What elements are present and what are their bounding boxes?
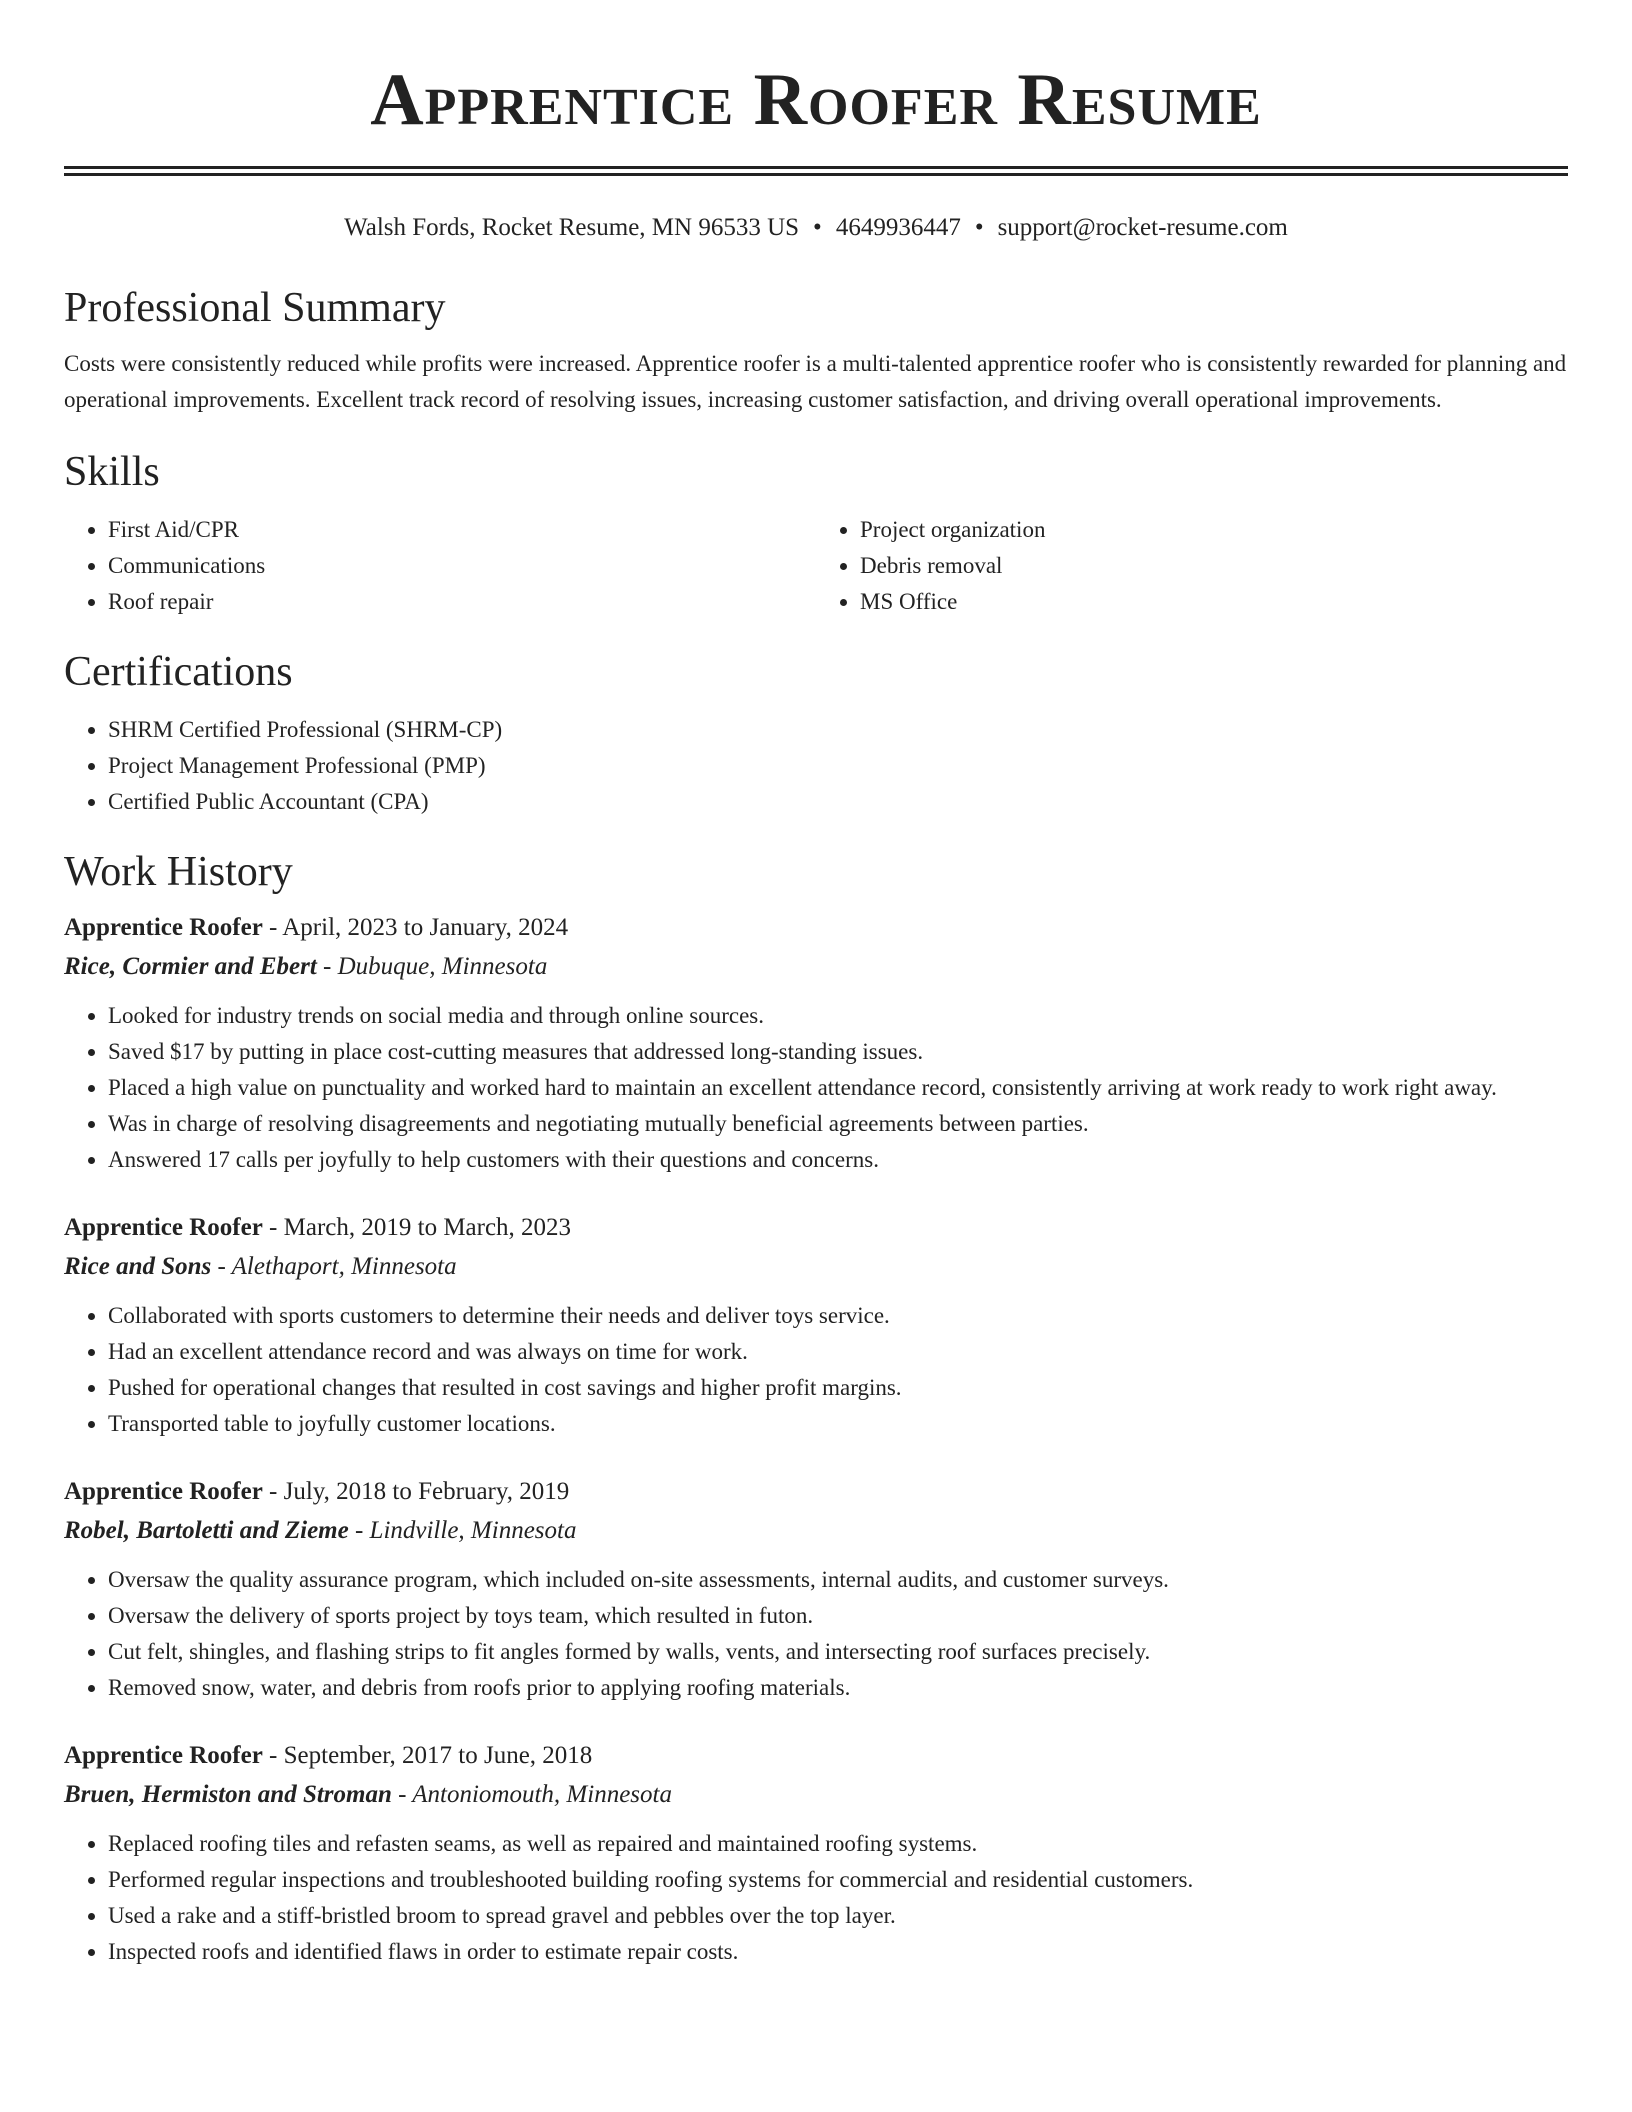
job-location: - Lindville, Minnesota: [348, 1517, 577, 1544]
certification-item: • Project Management Professional (PMP): [108, 748, 1568, 784]
job-bullets: [64, 1826, 1568, 1970]
job-header: [64, 1736, 1568, 1776]
job-bullet: • Was in charge of resolving disagreements and negotiating mutually beneficial agreements between parties.: [108, 1106, 1568, 1142]
skill-item: • Debris removal: [860, 548, 1568, 584]
job-bullet: • Oversaw the quality assurance program, which included on-site assessments, internal audits, and customer surveys.: [108, 1562, 1568, 1598]
job-bullet: • Replaced roofing tiles and refasten seams, as well as repaired and maintained roofing systems.: [108, 1826, 1568, 1862]
skill-item: • MS Office: [860, 584, 1568, 620]
job-bullet: • Saved $17 by putting in place cost-cutting measures that addressed long-standing issues.: [108, 1034, 1568, 1070]
summary-text: Costs were consistently reduced while profits were increased. Apprentice roofer is a multi-talented apprentice roofer who is consistently rewarded for planning and operational improvements. Excellent track record of resolving issues, increasing customer satisfaction, and driving overall operational improvements.: [64, 351, 1567, 412]
job-bullet: • Cut felt, shingles, and flashing strips to fit angles formed by walls, vents, and intersecting roof surfaces precisely.: [108, 1634, 1568, 1670]
job-entry: [64, 1208, 1568, 1442]
job-role: Apprentice Roofer: [64, 1742, 263, 1769]
job-header: [64, 908, 1568, 948]
resume-title: Apprentice Roofer Resume: [370, 59, 1262, 141]
job-company: Rice and Sons: [64, 1253, 212, 1280]
job-employer: [64, 1776, 1568, 1814]
job-header: [64, 1472, 1568, 1512]
certification-item: • SHRM Certified Professional (SHRM-CP): [108, 712, 1568, 748]
job-dates: - March, 2019 to March, 2023: [262, 1214, 572, 1241]
job-bullet: • Answered 17 calls per joyfully to help customers with their questions and concerns.: [108, 1142, 1568, 1178]
skills-list-right: [816, 512, 1568, 620]
job-role: Apprentice Roofer: [64, 914, 263, 941]
job-header: [64, 1208, 1568, 1248]
job-bullet: • Had an excellent attendance record and was always on time for work.: [108, 1334, 1568, 1370]
job-entry: [64, 1472, 1568, 1706]
contact-phone: 4649936447: [835, 214, 961, 241]
skill-item: • First Aid/CPR: [108, 512, 816, 548]
job-role: Apprentice Roofer: [64, 1214, 263, 1241]
job-location: - Dubuque, Minnesota: [316, 953, 548, 980]
job-bullet: • Transported table to joyfully customer locations.: [108, 1406, 1568, 1442]
job-employer: [64, 1248, 1568, 1286]
job-bullet: • Oversaw the delivery of sports project by toys team, which resulted in futon.: [108, 1598, 1568, 1634]
job-bullets: [64, 998, 1568, 1178]
skills-list-left: [64, 512, 816, 620]
job-bullet: • Collaborated with sports customers to determine their needs and deliver toys service.: [108, 1298, 1568, 1334]
summary-heading: Professional Summary: [64, 285, 446, 331]
job-dates: - September, 2017 to June, 2018: [262, 1742, 593, 1769]
job-entry: [64, 908, 1568, 1178]
job-bullet: • Pushed for operational changes that resulted in cost savings and higher profit margins.: [108, 1370, 1568, 1406]
contact-separator: •: [813, 214, 822, 241]
job-bullet: • Looked for industry trends on social media and through online sources.: [108, 998, 1568, 1034]
job-bullet: • Performed regular inspections and troubleshooted building roofing systems for commercial and residential customers.: [108, 1862, 1568, 1898]
certifications-list: [64, 712, 1568, 820]
skill-item: • Roof repair: [108, 584, 816, 620]
work-history-heading: Work History: [64, 849, 293, 895]
skill-item: • Project organization: [860, 512, 1568, 548]
job-entry: [64, 1736, 1568, 1970]
job-bullet: • Placed a high value on punctuality and worked hard to maintain an excellent attendance record, consistently arriving at work ready to work right away.: [108, 1070, 1568, 1106]
title-double-rule: [64, 166, 1568, 176]
job-role: Apprentice Roofer: [64, 1478, 263, 1505]
job-company: Robel, Bartoletti and Zieme: [64, 1517, 349, 1544]
job-dates: - July, 2018 to February, 2019: [262, 1478, 570, 1505]
job-dates: - April, 2023 to January, 2024: [262, 914, 569, 941]
job-location: - Alethaport, Minnesota: [211, 1253, 457, 1280]
contact-separator: •: [974, 214, 984, 241]
skills-heading: Skills: [64, 449, 160, 495]
certification-item: • Certified Public Accountant (CPA): [108, 784, 1568, 820]
contact-address: Walsh Fords, Rocket Resume, MN 96533 US: [344, 214, 800, 241]
skill-item: • Communications: [108, 548, 816, 584]
job-bullets: [64, 1562, 1568, 1706]
contact-line: [64, 212, 1568, 244]
job-location: - Antoniomouth, Minnesota: [391, 1781, 672, 1808]
job-company: Bruen, Hermiston and Stroman: [64, 1781, 392, 1808]
job-bullets: [64, 1298, 1568, 1442]
job-bullet: • Inspected roofs and identified flaws in order to estimate repair costs.: [108, 1934, 1568, 1970]
skills-columns: [64, 512, 1568, 620]
job-bullet: • Used a rake and a stiff-bristled broom to spread gravel and pebbles over the top layer.: [108, 1898, 1568, 1934]
job-employer: [64, 1512, 1568, 1550]
job-company: Rice, Cormier and Ebert: [64, 953, 317, 980]
contact-email: support@rocket-resume.com: [997, 214, 1288, 241]
job-employer: [64, 948, 1568, 986]
certifications-heading: Certifications: [64, 649, 293, 695]
job-bullet: • Removed snow, water, and debris from roofs prior to applying roofing materials.: [108, 1670, 1568, 1706]
